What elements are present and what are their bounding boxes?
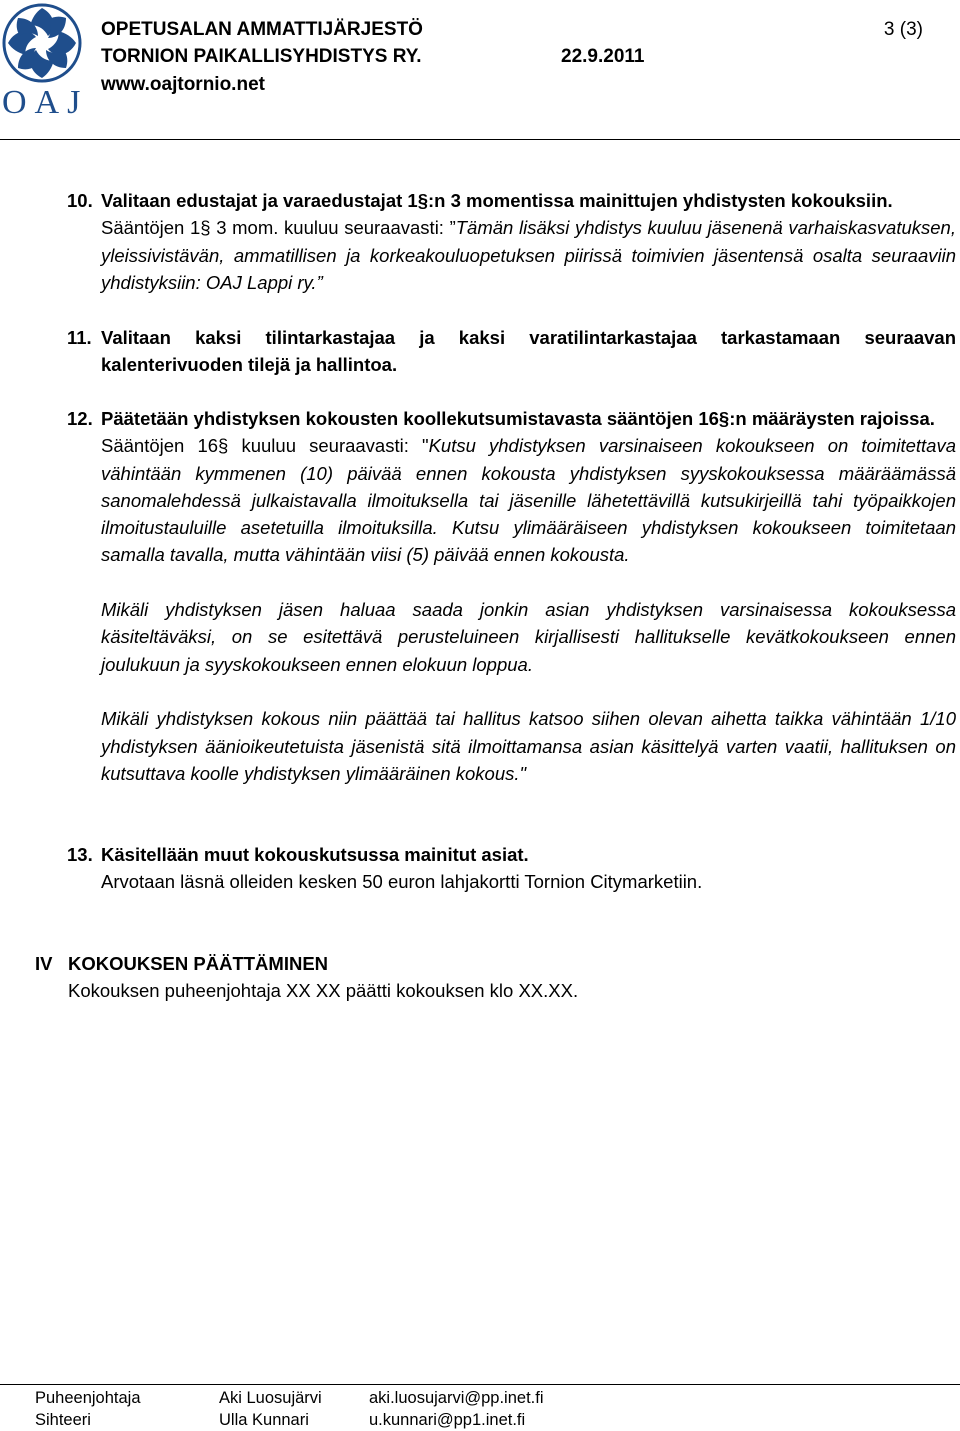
footer-email-link[interactable]: u.kunnari@pp1.inet.fi — [369, 1411, 526, 1429]
agenda-item-13 — [67, 841, 957, 896]
item-quote: Tämän lisäksi yhdistys kuuluu jäsenenä varhaiskasvatuksen, yleissivistävän, ammatillisen ja korkeakouluopetuksen piirissä toimivien jäsentensä osalta seuraaviin yhdistyksiin: OAJ Lappi ry.” — [101, 217, 956, 293]
oaj-emblem-icon — [0, 0, 84, 86]
item-quote: Kutsu yhdistyksen varsinaiseen kokoukseen on toimitettava vähintään kymmenen (10) päivää ennen kokousta yhdistyksen syyskokouksessa määräämässä sanomalehdessä julkaistavalla ilmoituksella tai jäsenille lähetettävillä kutsukirjeillä tahi työpaikkojen ilmoitustauluille asetetuilla ilmoituksilla. Kutsu ylimääräiseen yhdistyksen kokoukseen toimitetaan samalla tavalla, mutta vähintään viisi (5) päivää ennen kokousta. — [101, 435, 957, 566]
item-number: 11. — [67, 327, 92, 348]
org-name: OPETUSALAN AMMATTIJÄRJESTÖ — [101, 19, 423, 40]
footer-divider — [0, 1384, 960, 1385]
agenda-item-10 — [67, 187, 957, 296]
item-number: 12. — [67, 408, 93, 429]
section-number: IV — [35, 953, 53, 974]
agenda-item-11 — [67, 324, 957, 379]
item-number: 13. — [67, 844, 93, 865]
footer-role: Puheenjohtaja — [35, 1389, 141, 1407]
footer-email-link[interactable]: aki.luosujarvi@pp.inet.fi — [369, 1389, 544, 1407]
item-paragraph-3: Mikäli yhdistyksen kokous niin päättää tai hallitus katsoo siihen olevan aihetta taikka vähintään 1/10 yhdistyksen äänioikeutetuista jäsenistä sitä ilmoittamansa asian käsittelyä varten vaatii, hallituksen on kutsuttava koolle yhdistyksen ylimääräinen kokous." — [101, 708, 956, 784]
website-link[interactable]: www.oajtornio.net — [101, 74, 265, 95]
org-branch: TORNION PAIKALLISYHDISTYS RY. — [101, 46, 422, 67]
agenda-item-12 — [67, 405, 957, 787]
item-title: Valitaan edustajat ja varaedustajat 1§:n 3 momentissa mainittujen yhdistysten kokouksiin. — [101, 190, 893, 211]
logo-text: OAJ — [2, 84, 89, 121]
item-number: 10. — [67, 190, 93, 211]
footer-name: Ulla Kunnari — [219, 1411, 309, 1429]
item-paragraph-2: Mikäli yhdistyksen jäsen haluaa saada jonkin asian yhdistyksen varsinaisessa kokouksessa käsiteltäväksi, on se esitettävä perusteluineen kirjallisesti hallitukselle kevätkokoukseen ennen joulukuun ja syyskokoukseen ennen elokuun loppua. — [101, 599, 956, 675]
section-text: Kokouksen puheenjohtaja XX XX päätti kokouksen klo XX.XX. — [68, 980, 579, 1002]
header-divider — [0, 139, 960, 140]
footer-name: Aki Luosujärvi — [219, 1389, 322, 1407]
item-title: Valitaan kaksi tilintarkastajaa ja kaksi varatilintarkastajaa tarkastamaan seuraavan kalenterivuoden tilejä ja hallintoa. — [101, 327, 956, 376]
document-date: 22.9.2011 — [561, 46, 645, 67]
item-title: Käsitellään muut kokouskutsussa mainitut asiat. — [101, 844, 529, 865]
item-text-lead: Sääntöjen 1§ 3 mom. kuuluu seuraavasti: ” — [101, 217, 456, 239]
item-title: Päätetään yhdistyksen kokousten koollekutsumistavasta sääntöjen 16§:n määräysten rajoissa. — [101, 408, 935, 429]
section-iv — [35, 950, 955, 1005]
item-text: Arvotaan läsnä olleiden kesken 50 euron lahjakortti Tornion Citymarketiin. — [101, 871, 703, 893]
footer-role: Sihteeri — [35, 1411, 91, 1429]
item-text — [101, 214, 956, 296]
oaj-logo — [0, 0, 89, 121]
item-paragraph-1 — [101, 432, 956, 568]
item-text-lead: Sääntöjen 16§ kuuluu seuraavasti: " — [101, 435, 429, 457]
section-title: KOKOUKSEN PÄÄTTÄMINEN — [68, 953, 329, 974]
page-number: 3 (3) — [883, 19, 923, 40]
